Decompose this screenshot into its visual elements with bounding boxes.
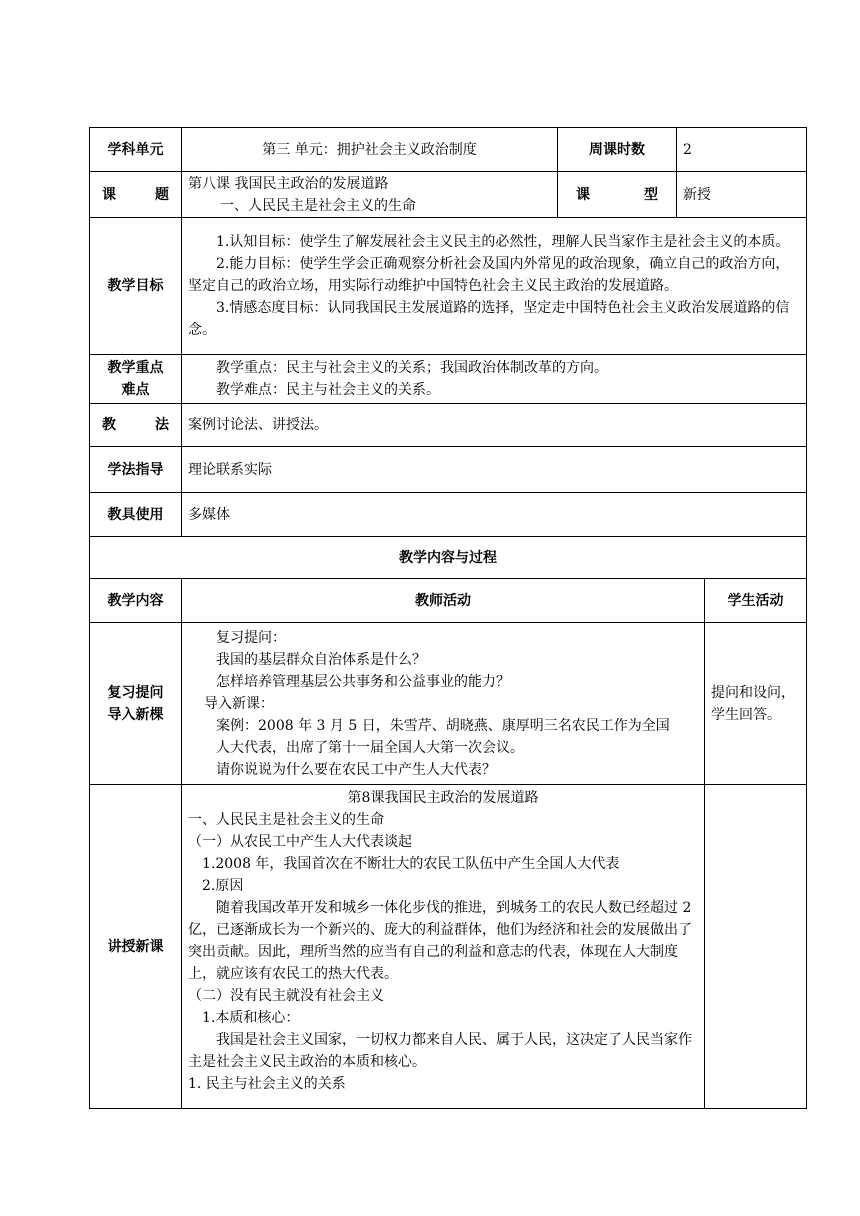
- review-label: 复习提问 导入新棵: [90, 623, 182, 785]
- col-content-header: 教学内容: [90, 579, 182, 623]
- lecture-paragraph: 随着我国改革开发和城乡一体化步伐的推进，到城务工的农民人数已经超过 2 亿，已逐渐成长为一个新兴的、庞大的利益群体，他们为经济和社会的发展做出了突出贡献。因此，理所当然的应当有自己的利益和意志的代表，体现在人大制度上，就应该有农民工的热大代表。: [188, 900, 692, 982]
- review-line: 案例：2008 年 3 月 5 日，朱雪芹、胡晓燕、康厚明三名农民工作为全国: [216, 717, 670, 734]
- review-line: 复习提问：: [216, 629, 286, 646]
- topic-line-2: 一、人民民主是社会主义的生命: [220, 197, 416, 214]
- review-line: 怎样培养管理基层公共事务和公益事业的能力？: [216, 673, 510, 690]
- type-label: 课 型: [558, 172, 677, 218]
- objective-item: 2.能力目标：使学生学会正确观察分析社会及国内外常见的政治现象，确立自己的政治方向，坚定自己的政治立场，用实际行动维护中国特色社会主义民主政治的发展道路。: [188, 256, 790, 294]
- review-line: 我国的基层群众自治体系是什么？: [216, 651, 426, 668]
- topic-label: 课 题: [90, 172, 182, 218]
- topic-value: [182, 172, 558, 218]
- objective-item: 1.认知目标：使学生了解发展社会主义民主的必然性，理解人民当家作主是社会主义的本质。: [216, 234, 790, 250]
- lecture-student-activity: [705, 785, 807, 1109]
- process-title: 教学内容与过程: [90, 537, 807, 579]
- tools-value: 多媒体: [182, 493, 807, 537]
- lecture-line: 1.2008 年，我国首次在不断壮大的农民工队伍中产生全国人大代表: [202, 856, 620, 872]
- objectives-content: [182, 218, 807, 355]
- lecture-teacher-activity: [182, 785, 705, 1109]
- keypoints-label: 教学重点 难点: [90, 355, 182, 404]
- tools-label: 教具使用: [90, 493, 182, 537]
- subject-unit-value: 第三 单元：拥护社会主义政治制度: [182, 128, 558, 172]
- review-line: 请你说说为什么要在农民工中产生人大代表？: [216, 761, 496, 778]
- review-line: 人大代表，出席了第十一届全国人大第一次会议。: [216, 739, 524, 756]
- lecture-line: 1.本质和核心：: [202, 1010, 300, 1026]
- col-teacher-header: 教师活动: [182, 579, 705, 623]
- lecture-line: 1. 民主与社会主义的关系: [188, 1076, 346, 1092]
- lecture-line: 一、人民民主是社会主义的生命: [188, 812, 384, 828]
- weekly-hours-value: 2: [677, 128, 807, 172]
- difficulty-line: 教学难点：民主与社会主义的关系。: [216, 382, 440, 398]
- keypoints-content: [182, 355, 807, 404]
- lecture-line: 2.原因: [202, 878, 244, 894]
- weekly-hours-label: 周课时数: [558, 128, 677, 172]
- review-student-activity: 提问和设问，学生回答。: [705, 623, 807, 785]
- review-teacher-activity: [182, 623, 705, 785]
- lecture-line: （二）没有民主就没有社会主义: [188, 988, 384, 1004]
- lecture-label: 讲授新课: [90, 785, 182, 1109]
- objectives-label: 教学目标: [90, 218, 182, 355]
- subject-unit-label: 学科单元: [90, 128, 182, 172]
- study-value: 理论联系实际: [182, 447, 807, 493]
- type-value: 新授: [677, 172, 807, 218]
- objective-item: 3.情感态度目标：认同我国民主发展道路的选择，坚定走中国特色社会主义政治发展道路的信念。: [188, 300, 790, 338]
- method-label: 教 法: [90, 404, 182, 447]
- lesson-plan-table: [89, 127, 807, 1109]
- study-label: 学法指导: [90, 447, 182, 493]
- review-line: 导入新课：: [204, 695, 274, 712]
- keypoint-line: 教学重点：民主与社会主义的关系；我国政治体制改革的方向。: [216, 360, 608, 376]
- method-value: 案例讨论法、讲授法。: [182, 404, 807, 447]
- col-student-header: 学生活动: [705, 579, 807, 623]
- topic-line-1: 第八课 我国民主政治的发展道路: [188, 175, 389, 192]
- lecture-title: 第8课我国民主政治的发展道路: [347, 790, 539, 806]
- lecture-line: （一）从农民工中产生人大代表谈起: [188, 834, 412, 850]
- lecture-paragraph: 我国是社会主义国家，一切权力都来自人民、属于人民，这决定了人民当家作主是社会主义民主政治的本质和核心。: [188, 1032, 692, 1070]
